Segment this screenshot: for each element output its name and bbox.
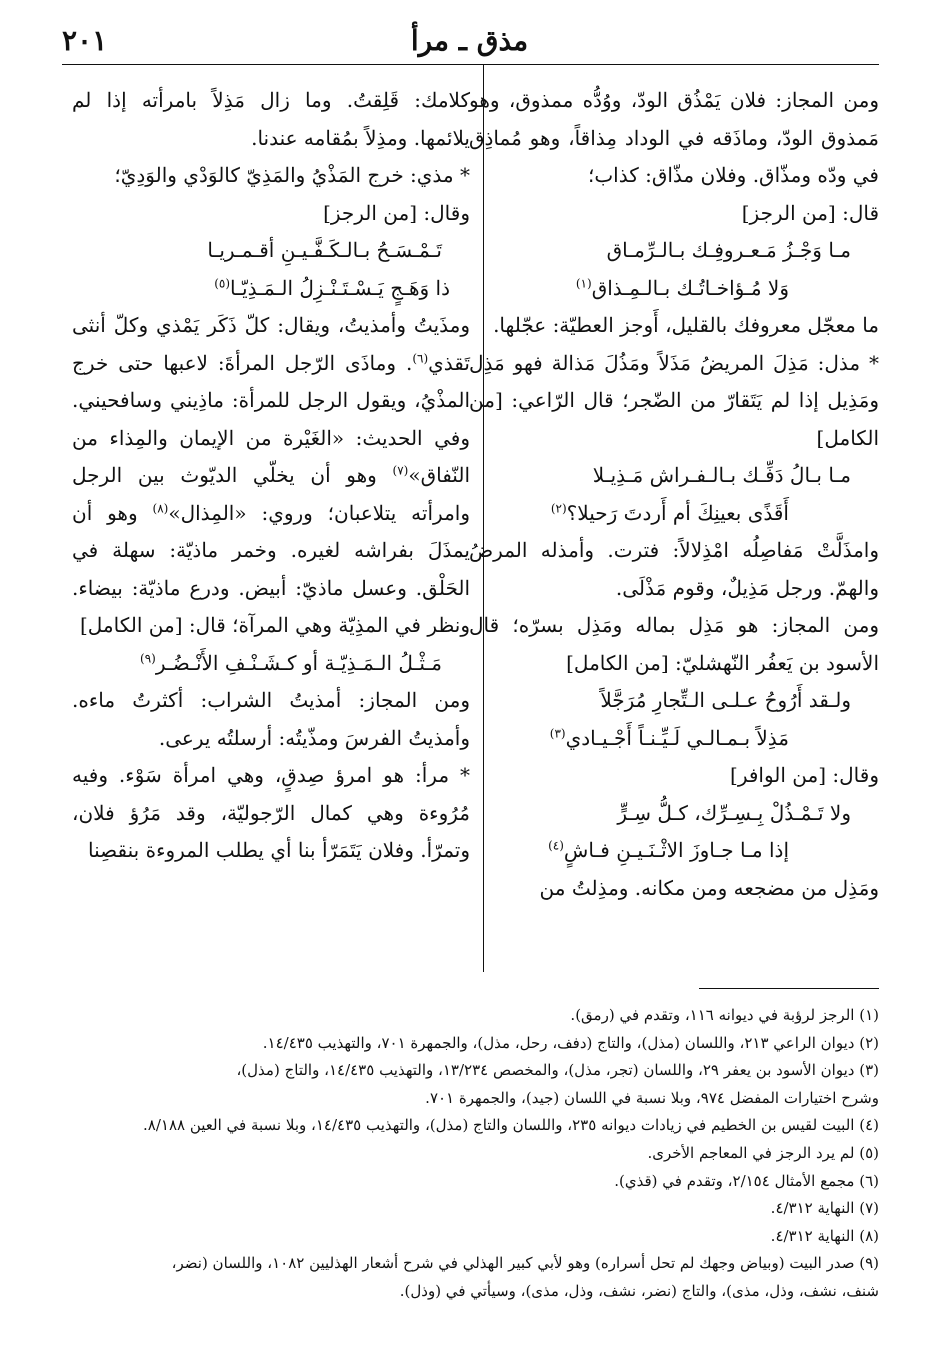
verse-text: مَذِلاً بـمـالـي لَـيِّـنـاً أَجْـيـادي bbox=[565, 725, 789, 750]
text-run: . وماذَى الرّجل المرأةَ: لاعبها حتى خرج المذْيُ، ويقول الرجل للمرأة: ماذِيني وسافحيني. وفي الحديث: «الغَيْرة من الإيمان والمِذاء من النّفاق» bbox=[72, 350, 470, 487]
entry-paragraph: * مذي: خرج المَذْيُ والمَذِيّ كالوَدْي والوَدِيّ؛ bbox=[114, 163, 470, 187]
paragraph: كلامك: قَلِقتُ. وما زال مَذِلاً بامرأته إذا لم يلائمها. ومذِلاً بمُقامه عندنا. bbox=[72, 88, 470, 150]
footnote: (٩) صدر البيت (وبياض وجهك لم تحل أسراره) وهو لأبي كبير الهذلي في شرح أشعار الهذليين ١٠٨٢، واللسان (نضر، bbox=[171, 1254, 879, 1273]
verse-hemistich: مـا وَجْـزُ مَـعـروفِـك بـالـرِّمـاق bbox=[606, 238, 851, 262]
footnote-marker: (١) bbox=[575, 275, 592, 290]
footnote-continuation: وشرح اختيارات المفضل ٩٧٤، وبلا نسبة في اللسان (جيد)، والجمهرة ٧٠١. bbox=[425, 1088, 879, 1107]
verse-hemistich bbox=[469, 720, 879, 758]
footnote-marker: (٤) bbox=[548, 838, 564, 853]
meter-label: قال: [من الرجز] bbox=[741, 200, 879, 225]
footnote: (٣) ديوان الأسود بن يعفر ٢٩، واللسان (تجر، مذل)، والمخصص ١٣/٢٣٤، والتهذيب ١٤/٤٣٥، والتاج (مذل)، bbox=[236, 1061, 879, 1080]
footnote: (٥) لم يرد الرجز في المعاجم الأخرى. bbox=[647, 1143, 879, 1162]
footnote-marker: (٢) bbox=[550, 500, 567, 515]
verse-hemistich bbox=[469, 495, 879, 533]
meter-label: وقال: [من الوافر] bbox=[730, 763, 879, 787]
footnote-marker: (٩) bbox=[140, 650, 156, 665]
entry-paragraph: * مرأ: هو امرؤ صِدقٍ، وهي امرأة سَوْء. وفيه مُرُوءة وهي كمال الرّجوليّة، وقد مَرُؤ فلان، وتمرّأ. وفلان يَتَمَرّأ بنا أي يطلب المروءة بنقصِنا bbox=[72, 763, 470, 862]
footnote: (٤) البيت لقيس بن الخطيم في زيادات ديوانه ٢٣٥، واللسان والتاج (مذل)، والتهذيب ١٤/٤٣٥، وبلا نسبة في العين ٨/١٨٨. bbox=[143, 1116, 879, 1135]
page-header bbox=[62, 18, 877, 64]
paragraph: ومن المجاز: هو مَذِل بماله ومَذِل بسرّه؛ قال الأسود بن يَعفُر النّهشليّ: [من الكامل] bbox=[469, 613, 879, 675]
running-title: مذق ـ مرأ bbox=[410, 24, 529, 57]
paragraph: ومن المجاز: أمذيتُ الشراب: أكثرتُ ماءه. وأمذيتُ الفرسَ ومذّيتُه: أرسلتُه يرعى. bbox=[72, 688, 470, 750]
footnote: (٦) مجمع الأمثال ٢/١٥٤، وتقدم في (قذي). bbox=[614, 1171, 879, 1190]
verse-hemistich: ولا تَـمْـذُلْ بِـسِـرِّك، كـلُّ سِـرٍّ bbox=[617, 800, 851, 825]
verse-text: ذا وَهَـجٍ يَـسْـتَـنْـزِلُ الـمَـذِيّـا bbox=[230, 275, 450, 300]
footnote-marker: (٨) bbox=[152, 500, 169, 515]
verse-line bbox=[72, 645, 470, 683]
footnote-rule bbox=[699, 988, 879, 989]
verse-text: وَلا مُـؤاخـاتُـك بـالـمِـذاق bbox=[591, 275, 789, 300]
footnote-marker: (٣) bbox=[549, 725, 566, 740]
verse-text: أَقَذًى بعينِكَ أم أَردتَ رَحيلا؟ bbox=[566, 500, 789, 525]
text-run: وهو أن يمذَلَ بفراشه لغيره. وخمر ماذيّة: سهلة في الحَلْق. وعسل ماذيّ: أبيض. ودرع ماذيّة: بيضاء. ونظر في المذِيّة وهي المرآة؛ قال: [من الكامل] bbox=[72, 500, 470, 637]
footnote-continuation: شنف، نشف، وذل، مذى)، والتاج (نضر، نشف، وذل، مذى)، وسيأتي في (وذل). bbox=[399, 1281, 879, 1300]
footnotes bbox=[59, 1002, 879, 1306]
text-run: أنثى تَقذي bbox=[72, 313, 470, 375]
page-number: ٢٠١ bbox=[62, 24, 108, 57]
text-run: وهو أن يخلّي الديّوث بين الرجل وامرأته يتلاعبان؛ وروي: «المِذال» bbox=[72, 463, 470, 525]
entry-paragraph: * مذل: مَذِلَ المريضُ مَذَلاً ومَذُلَ مَذالة فهو مَذِل ومَذِيل إذا لم يَتَقارّ من الضّجر؛ قال الرّاعي: [من الكامل] bbox=[469, 350, 879, 450]
text-run: ومذَيتُ وأمذيتُ، ويقال: كلّ ذَكَر يَمْذي وكلّ bbox=[113, 313, 471, 337]
verse-hemistich bbox=[72, 270, 470, 308]
paragraph bbox=[72, 307, 470, 645]
paragraph: ومن المجاز: فلان يَمْذُق الودّ، ووُدُّه ممذوق، وهو مَمذوق الودّ، وماذَقه في الوداد مِذاقاً، وهو مُماذِق في ودّه ومذّاق. وفلان مذّاق: كذاب؛ bbox=[469, 88, 879, 187]
footnote-marker: (٥) bbox=[214, 275, 231, 290]
footnote: (١) الرجز لرؤبة في ديوانه ١١٦، وتقدم في (رمق). bbox=[570, 1006, 879, 1024]
footnote: (٧) النهاية ٤/٣١٢. bbox=[770, 1199, 879, 1218]
footnote-marker: (٦) bbox=[412, 350, 429, 365]
verse-hemistich: مـا بـالُ دَفِّـك بـالـفـراش مَـذِيـلا bbox=[592, 463, 851, 487]
paragraph: وامذَلَّتْ مَفاصِلُه امْذِلالاً: فترت. وأمذله المرضُ والهمّ. ورجل مَذِيلٌ، وقوم مَذْلَى. bbox=[469, 538, 879, 600]
footnote-marker: (٧) bbox=[392, 463, 409, 478]
verse-hemistich: ولـقد أَرُوحُ عـلـى الـتِّجارِ مُرَجَّلاً bbox=[600, 688, 851, 712]
meter-label: وقال: [من الرجز] bbox=[323, 200, 470, 225]
footnote: (٨) النهاية ٤/٣١٢. bbox=[770, 1226, 879, 1245]
verse-hemistich: تَـمْـسَـحُ بـالـكَـفَّـيـنِ أقـمـريـا bbox=[207, 238, 442, 262]
paragraph: ومَذِل من مضجعه ومن مكانه. ومذِلتُ من bbox=[539, 875, 879, 900]
verse-text: مَـثْـلُ الـمَـذِيّـة أو كـشَـنْـفِ الأَنْـضُـر bbox=[155, 650, 442, 675]
left-column bbox=[72, 82, 470, 870]
paragraph: ما معجّل معروفك بالقليل، أَوجز العطيّة: عجّلها. bbox=[493, 313, 879, 337]
right-column bbox=[469, 82, 879, 907]
verse-hemistich bbox=[469, 832, 879, 870]
verse-text: إذا مـا جـاوزَ الاثْـنَـيـنِ فـاشٍ bbox=[563, 838, 789, 862]
footnote: (٢) ديوان الراعي ٢١٣، واللسان (مذل)، والتاج (دفف، رحل، مذل)، والجمهرة ٧٠١، والتهذيب ١٤/٤٣٥. bbox=[262, 1033, 879, 1052]
header-rule bbox=[62, 64, 879, 65]
verse-hemistich bbox=[469, 270, 879, 308]
